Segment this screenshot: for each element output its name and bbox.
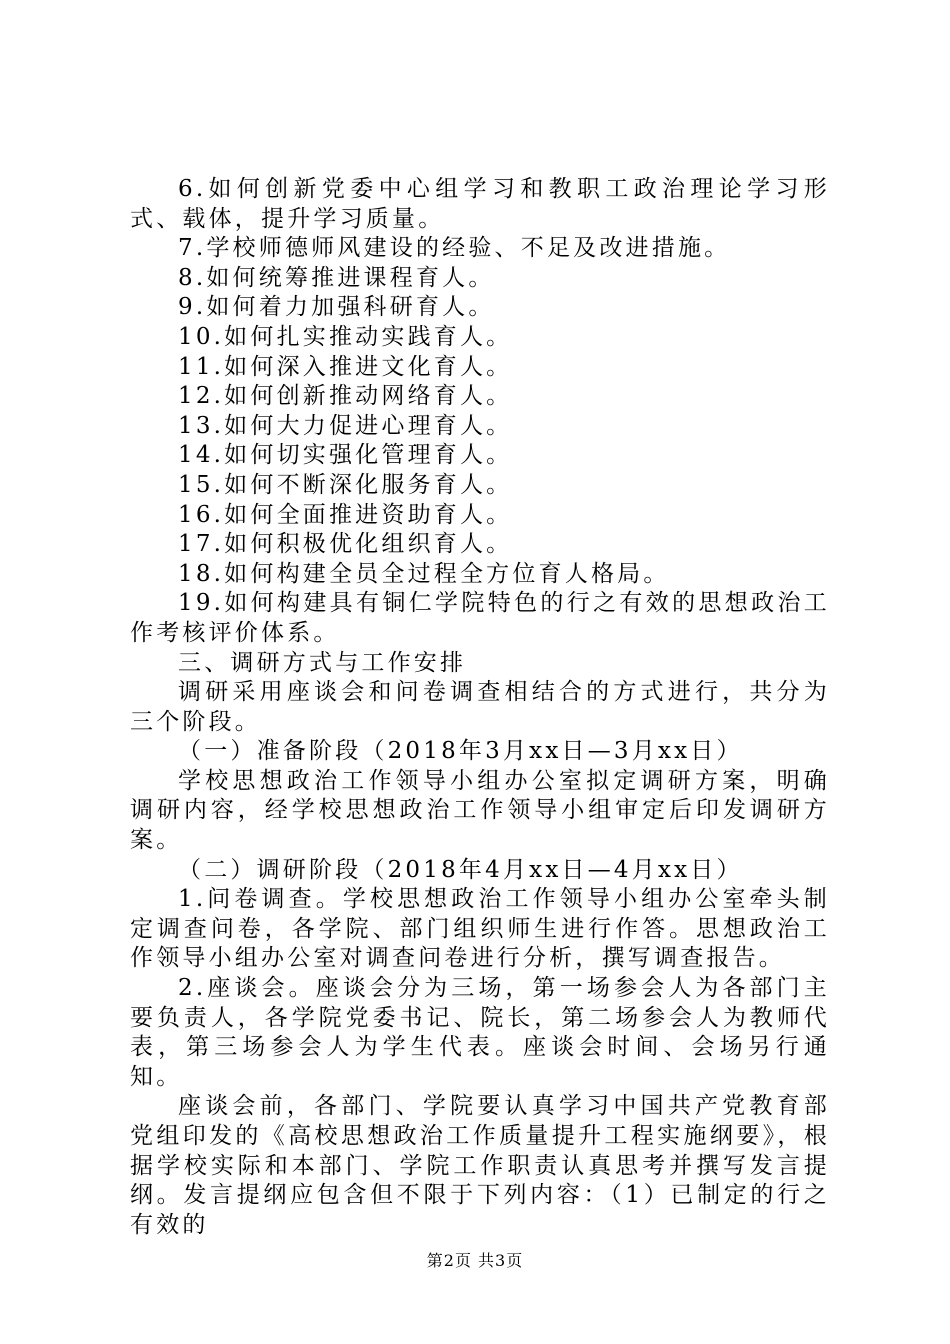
paragraph-forum: 2.座谈会。座谈会分为三场，第一场参会人为各部门主要负责人，各学院党委书记、院长，第二场参会人为教师代表，第三场参会人为学生代表。座谈会时间、会场另行通知。 [130,975,830,1090]
paragraph-item-16: 16.如何全面推进资助育人。 [178,501,513,528]
paragraph-method: 调研采用座谈会和问卷调查相结合的方式进行，共分为三个阶段。 [130,679,830,735]
paragraph-item-6: 6.如何创新党委中心组学习和教职工政治理论学习形式、载体，提升学习质量。 [130,176,830,232]
section-heading: 三、调研方式与工作安排 [178,649,467,676]
paragraph-item-18: 18.如何构建全员全过程全方位育人格局。 [178,560,670,587]
paragraph-preparation: 学校思想政治工作领导小组办公室拟定调研方案，明确调研内容，经学校思想政治工作领导小组审定后印发调研方案。 [130,767,830,854]
paragraph-item-8: 8.如何统筹推进课程育人。 [178,264,495,291]
document-body [130,175,830,1240]
paragraph-item-19: 19.如何构建具有铜仁学院特色的行之有效的思想政治工作考核评价体系。 [130,590,830,646]
page-number-footer: 第2页 共3页 [426,1251,524,1270]
paragraph-item-9: 9.如何着力加强科研育人。 [178,294,495,321]
paragraph-item-14: 14.如何切实强化管理育人。 [178,442,513,469]
stage-heading-research: （二）调研阶段（2018年4月xx日—4月xx日） [178,856,743,883]
paragraph-item-17: 17.如何积极优化组织育人。 [178,531,513,558]
paragraph-item-15: 15.如何不断深化服务育人。 [178,471,513,498]
paragraph-item-11: 11.如何深入推进文化育人。 [178,353,513,380]
paragraph-item-12: 12.如何创新推动网络育人。 [178,383,513,410]
paragraph-questionnaire: 1.问卷调查。学校思想政治工作领导小组办公室牵头制定调查问卷，各学院、部门组织师生进行作答。思想政治工作领导小组办公室对调查问卷进行分析，撰写调查报告。 [130,886,830,972]
paragraph-item-10: 10.如何扎实推动实践育人。 [178,323,513,350]
paragraph-item-7: 7.学校师德师风建设的经验、不足及改进措施。 [178,235,731,262]
paragraph-item-13: 13.如何大力促进心理育人。 [178,412,513,439]
paragraph-forum-preparation: 座谈会前，各部门、学院要认真学习中国共产党教育部党组印发的《高校思想政治工作质量提升工程实施纲要》，根据学校实际和本部门、学院工作职责认真思考并撰写发言提纲。发言提纲应包含但不限于下列内容：（1）已制定的行之有效的 [130,1093,830,1238]
stage-heading-preparation: （一）准备阶段（2018年3月xx日—3月xx日） [178,738,743,765]
